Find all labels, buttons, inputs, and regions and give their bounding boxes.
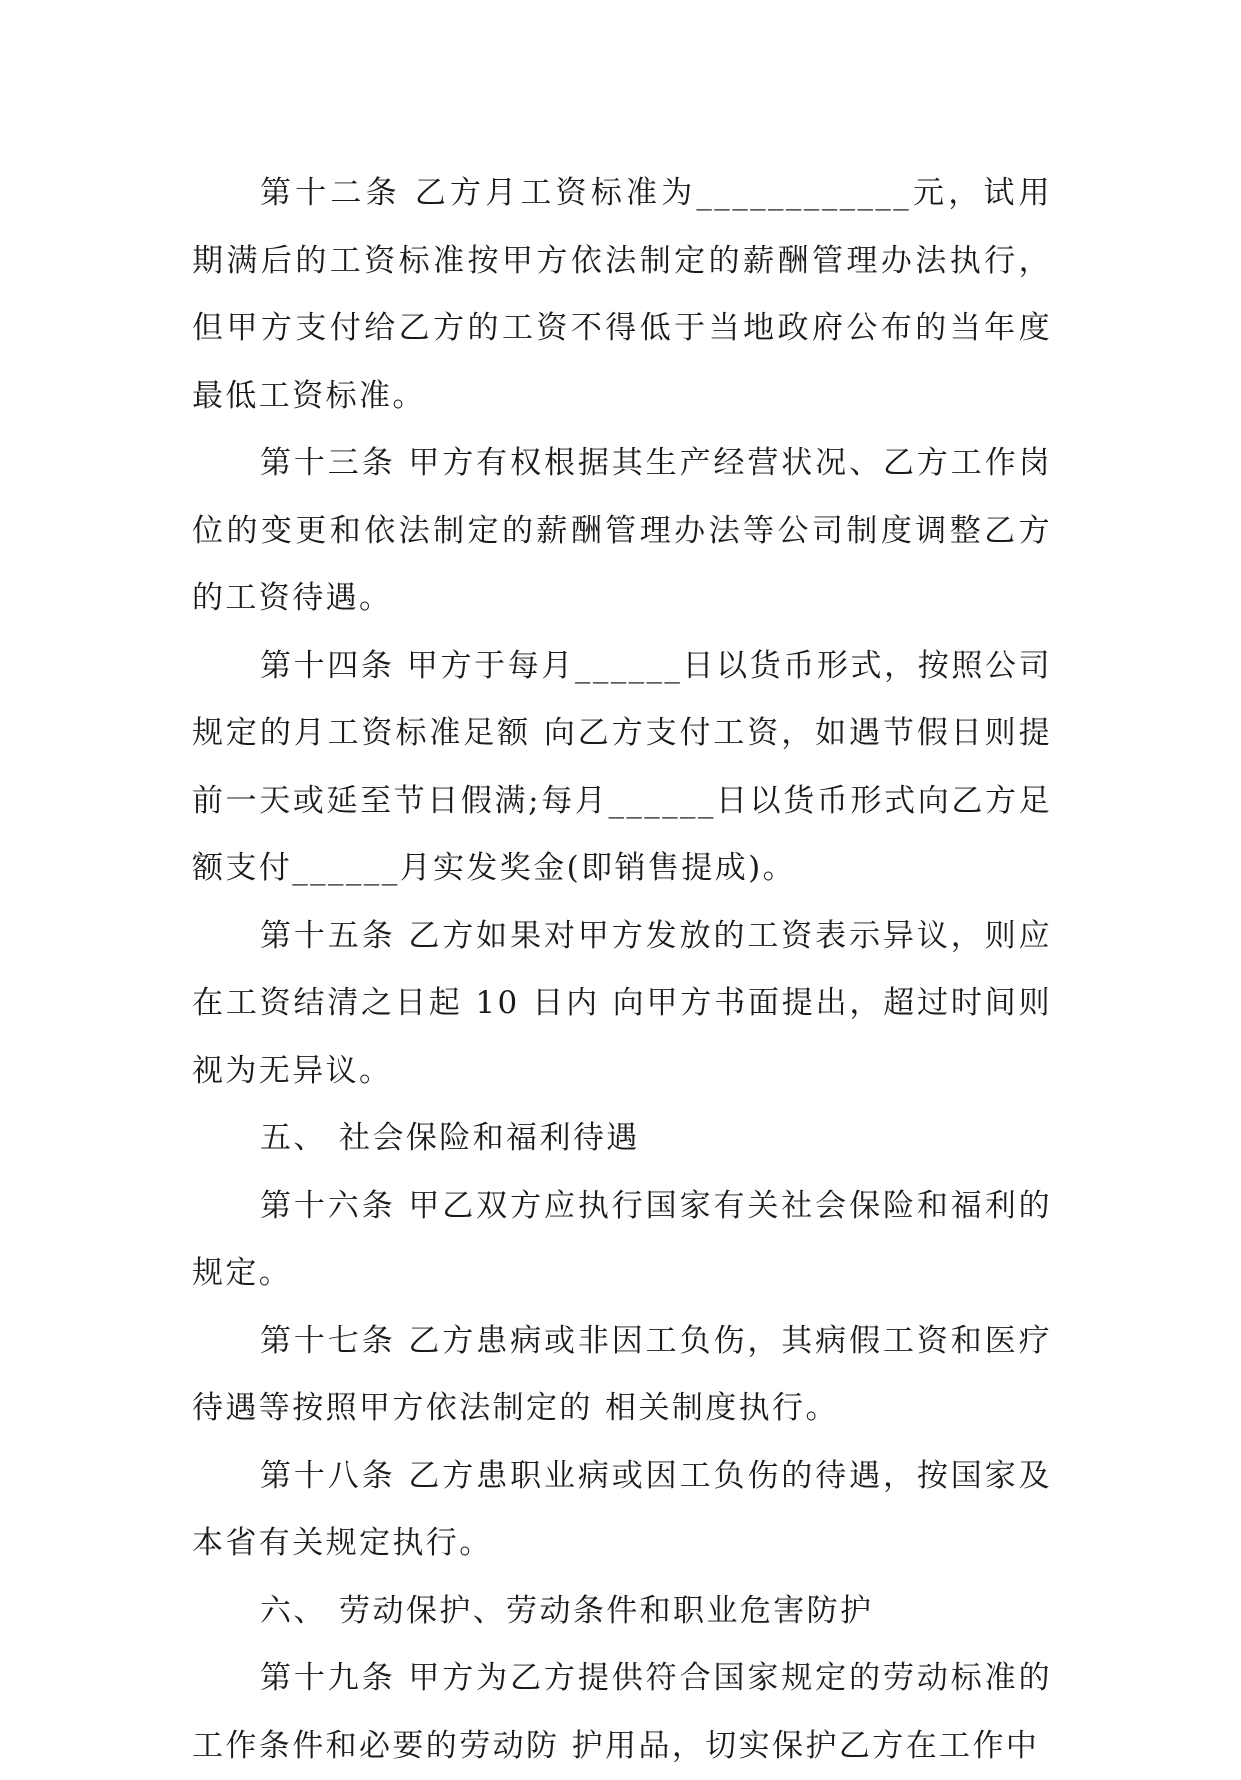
document-body xyxy=(192,160,1052,1780)
article-14-paragraph: 第十四条 甲方于每月______日以货币形式，按照公司规定的月工资标准足额 向乙方支付工资，如遇节假日则提前一天或延至节日假满;每月______日以货币形式向乙方足额支付______月实发奖金(即销售提成)。 xyxy=(192,647,1052,886)
article-17-paragraph: 第十七条 乙方患病或非因工负伤，其病假工资和医疗待遇等按照甲方依法制定的 相关制度执行。 xyxy=(192,1322,1052,1426)
article-16-paragraph: 第十六条 甲乙双方应执行国家有关社会保险和福利的规定。 xyxy=(192,1187,1052,1291)
section-5-heading: 五、 社会保险和福利待遇 xyxy=(260,1120,640,1156)
article-13-paragraph: 第十三条 甲方有权根据其生产经营状况、乙方工作岗位的变更和依法制定的薪酬管理办法等公司制度调整乙方的工资待遇。 xyxy=(192,445,1052,616)
article-12-paragraph: 第十二条 乙方月工资标准为____________元，试用期满后的工资标准按甲方依法制定的薪酬管理办法执行，但甲方支付给乙方的工资不得低于当地政府公布的当年度最低工资标准。 xyxy=(192,175,1052,414)
article-15-paragraph: 第十五条 乙方如果对甲方发放的工资表示异议，则应在工资结清之日起 10 日内 向甲方书面提出，超过时间则视为无异议。 xyxy=(192,917,1052,1089)
article-18-paragraph: 第十八条 乙方患职业病或因工负伤的待遇，按国家及本省有关规定执行。 xyxy=(192,1457,1052,1561)
article-19-paragraph: 第十九条 甲方为乙方提供符合国家规定的劳动标准的工作条件和必要的劳动防 护用品，切实保护乙方在工作中 xyxy=(192,1660,1052,1764)
section-6-heading: 六、 劳动保护、劳动条件和职业危害防护 xyxy=(260,1592,874,1629)
